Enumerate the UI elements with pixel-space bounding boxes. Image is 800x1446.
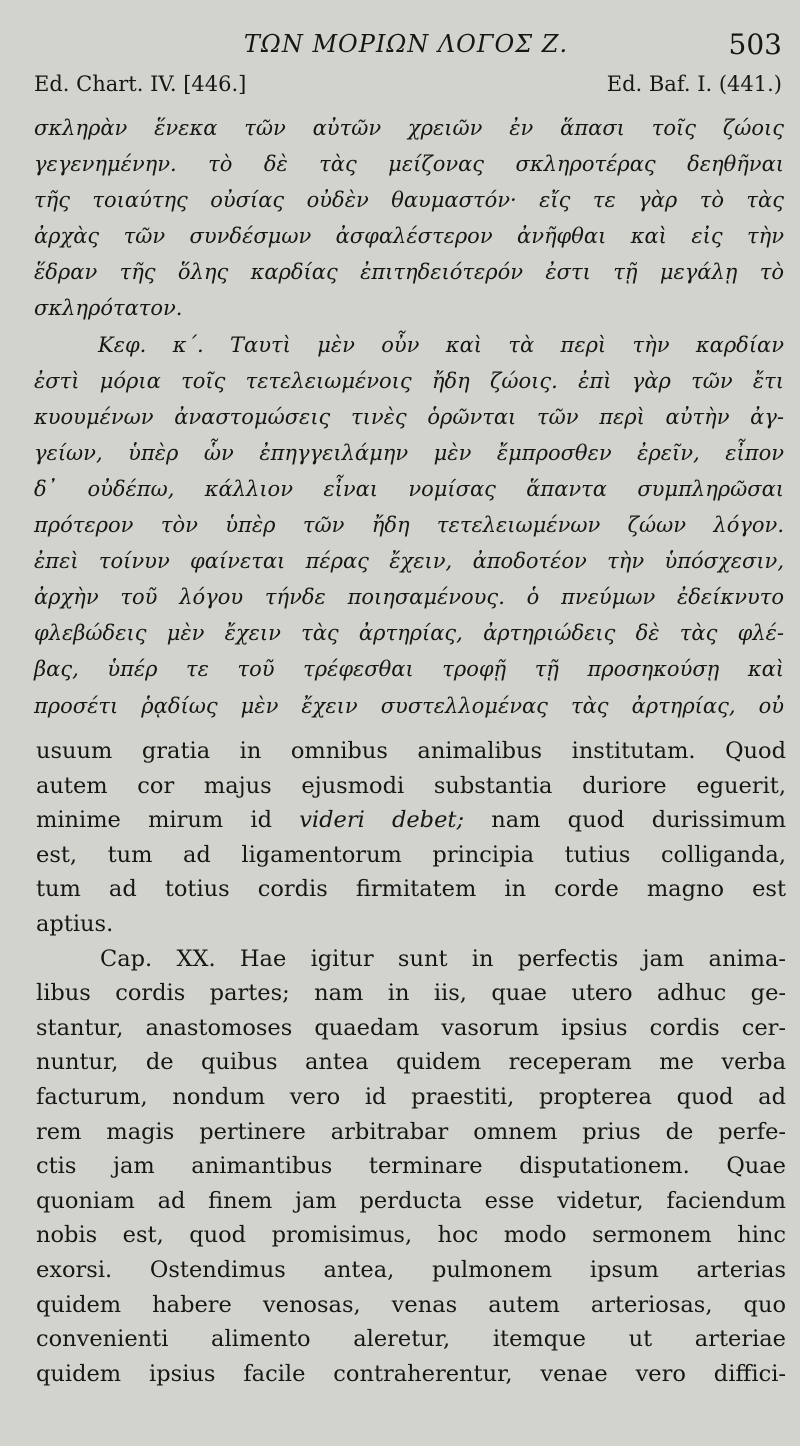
- latin-chapter-heading-line: Cap. XX. Hae igitur sunt in perfectis jam anima-: [100, 945, 786, 972]
- latin-line: quidem habere venosas, venas autem arteriosas, quo: [36, 1291, 786, 1318]
- page-number: 503: [728, 28, 782, 61]
- latin-line: libus cordis partes; nam in iis, quae utero adhuc ge-: [36, 980, 786, 1007]
- greek-line: σκληρὰν ἕνεκα τῶν αὐτῶν χρειῶν ἐν ἅπασι τοῖς ζώοις: [34, 116, 784, 140]
- edition-reference-right: Ed. Baf. I. (441.): [606, 72, 782, 96]
- greek-chapter-heading-line: Κεφ. κ΄. Ταυτὶ μὲν οὖν καὶ τὰ περὶ τὴν καρδίαν: [98, 332, 784, 357]
- page-header: [30, 28, 782, 64]
- greek-line: φλεβώδεις μὲν ἔχειν τὰς ἀρτηρίας, ἀρτηριώδεις δὲ τὰς φλέ-: [34, 621, 784, 646]
- greek-line: γείων, ὑπὲρ ὧν ἐπηγγειλάμην μὲν ἔμπροσθεν ἐρεῖν, εἶπον: [34, 440, 784, 465]
- latin-line: usuum gratia in omnibus animalibus institutam. Quod: [36, 738, 786, 764]
- running-title: ΤΩΝ ΜΟΡΙΩΝ ΛΟΓΟΣ Ζ.: [243, 30, 569, 58]
- latin-line: rem magis pertinere arbitrabar omnem prius de perfe-: [36, 1118, 786, 1145]
- latin-line: exorsi. Ostendimus antea, pulmonem ipsum arterias: [36, 1256, 786, 1283]
- latin-text-block: [36, 734, 786, 1391]
- latin-line: aptius.: [36, 910, 114, 937]
- greek-line: ἐπεὶ τοίνυν φαίνεται πέρας ἔχειν, ἀποδοτέον τὴν ὑπόσχεσιν,: [34, 549, 784, 574]
- greek-line: σκληρότατον.: [34, 296, 183, 321]
- latin-line: facturum, nondum vero id praestiti, propterea quod ad: [36, 1083, 786, 1110]
- greek-text-block: [34, 110, 784, 724]
- latin-line: [36, 803, 786, 838]
- latin-line: ctis jam animantibus terminare disputationem. Quae: [36, 1153, 786, 1180]
- latin-line: quidem ipsius facile contraherentur, venae vero diffici-: [36, 1360, 786, 1387]
- latin-line: nuntur, de quibus antea quidem receperam me verba: [36, 1049, 786, 1076]
- latin-line: convenienti alimento aleretur, itemque ut arteriae: [36, 1326, 786, 1353]
- greek-line: ἀρχὰς τῶν συνδέσμων ἀσφαλέστερον ἀνῆφθαι καὶ εἰς τὴν: [34, 224, 784, 249]
- greek-line: πρότερον τὸν ὑπὲρ τῶν ἤδη τετελειωμένων ζώων λόγον.: [34, 513, 784, 538]
- latin-line: stantur, anastomoses quaedam vasorum ipsius cordis cer-: [36, 1014, 786, 1041]
- greek-line: γεγενημένην. τὸ δὲ τὰς μείζονας σκληροτέρας δεηθῆναι: [34, 152, 784, 177]
- latin-line: quoniam ad finem jam perducta esse videtur, faciendum: [36, 1187, 786, 1214]
- greek-line: προσέτι ῥᾳδίως μὲν ἔχειν συστελλομένας τὰς ἀρτηρίας, οὐ: [34, 693, 784, 718]
- greek-line: ἕδραν τῆς ὅλης καρδίας ἐπιτηδειότερόν ἐστι τῇ μεγάλῃ τὸ: [34, 260, 784, 285]
- latin-line: tum ad totius cordis firmitatem in corde magno est: [36, 876, 786, 903]
- edition-reference-line: [34, 72, 782, 104]
- greek-line: ἐστὶ μόρια τοῖς τετελειωμένοις ἤδη ζώοις. ἐπὶ γὰρ τῶν ἔτι: [34, 368, 784, 393]
- latin-line: est, tum ad ligamentorum principia tutius colliganda,: [36, 841, 786, 868]
- greek-line: βας, ὑπέρ τε τοῦ τρέφεσθαι τροφῇ τῇ προσηκούσῃ καὶ: [34, 657, 784, 682]
- greek-line: κυουμένων ἀναστομώσεις τινὲς ὁρῶνται τῶν περὶ αὐτὴν ἀγ-: [34, 404, 784, 429]
- latin-text: minime mirum id: [36, 807, 272, 834]
- latin-line: nobis est, quod promisimus, hoc modo sermonem hinc: [36, 1222, 786, 1249]
- edition-reference-left: Ed. Chart. IV. [446.]: [34, 72, 247, 96]
- latin-text: nam quod durissimum: [491, 807, 787, 834]
- latin-line: autem cor majus ejusmodi substantia duriore eguerit,: [36, 772, 786, 799]
- greek-line: ἀρχὴν τοῦ λόγου τήνδε ποιησαμένους. ὁ πνεύμων ἐδείκνυτο: [34, 585, 784, 610]
- greek-line: τῆς τοιαύτης οὐσίας οὐδὲν θαυμαστόν· εἴς τε γὰρ τὸ τὰς: [34, 188, 784, 213]
- greek-line: δ᾽ οὐδέπω, κάλλιον εἶναι νομίσας ἅπαντα συμπληρῶσαι: [34, 476, 784, 501]
- latin-italic-text: videri debet;: [299, 807, 465, 834]
